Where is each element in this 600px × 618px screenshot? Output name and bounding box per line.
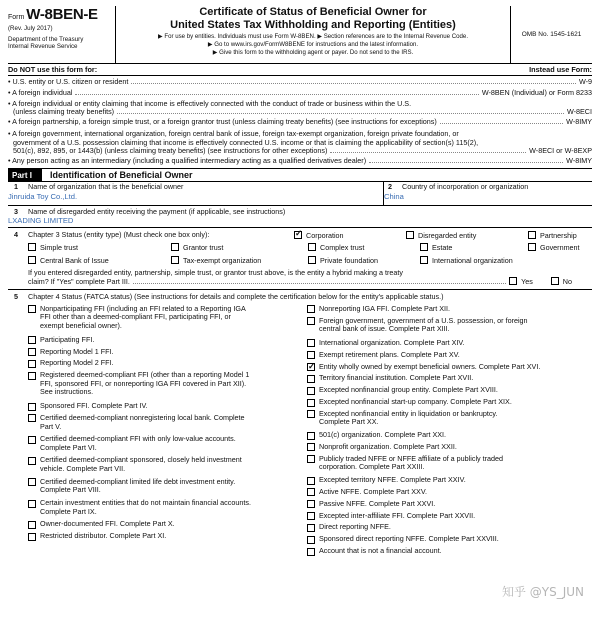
form-title-line2: United States Tax Withholding and Reporting (Entities) (170, 18, 456, 31)
instruction-bullet-3: ▶ Give this form to the withholding agent or payer. Do not send to the IRS. (212, 49, 414, 57)
chapter4-option[interactable]: Nonreporting IGA FFI. Complete Part XII. (307, 305, 582, 314)
chapter4-option[interactable]: Registered deemed-compliant FFI (other than a reporting Model 1 FFI, sponsored FFI, or nonreporting IGA FFI covered in Part XII). See instructions. (28, 371, 303, 397)
form-header (8, 6, 592, 64)
list-item: • A foreign individual W-8BEN (Individual) or Form 8233 (8, 87, 592, 97)
chapter4-option[interactable]: Participating FFI. (28, 336, 303, 345)
no-option[interactable]: No (551, 277, 572, 286)
do-not-use-label: Do NOT use this form for: (8, 65, 98, 74)
chapter3-option[interactable]: ✓ Corporation (294, 231, 406, 240)
checkbox-exempt-owners[interactable] (307, 363, 315, 371)
part-1-header (8, 169, 592, 182)
chapter3-option[interactable]: Central Bank of Issue (28, 256, 171, 265)
part-title: Identification of Beneficial Owner (50, 169, 193, 180)
chapter4-option[interactable]: Nonparticipating FFI (including an FFI related to a Reporting IGA FFI other than a deemed-compliant FFI, participating FFI, or exempt beneficial owner). (28, 305, 303, 331)
chapter3-option[interactable]: Simple trust (28, 243, 171, 252)
checkbox-no[interactable] (551, 277, 559, 285)
chapter3-option[interactable]: International organization (420, 256, 580, 265)
list-item: • Any person acting as an intermediary (including a qualified intermediary acting as a qualified derivatives dealer) W-8IMY (8, 155, 592, 165)
checkbox-corporation[interactable] (294, 231, 302, 239)
list-item: • U.S. entity or U.S. citizen or resident W-9 (8, 77, 592, 87)
organization-name-field[interactable]: Jinruida Toy Co.,Ltd. (8, 192, 78, 202)
do-not-use-header (8, 64, 592, 76)
chapter4-option[interactable]: Excepted nonfinancial start-up company. Complete Part XIX. (307, 398, 582, 407)
list-item: • A foreign individual or entity claiming that income is effectively connected with the conduct of trade or business within the U.S. (unless claiming treaty benefits) W-8ECI (8, 98, 592, 116)
instead-use-label: Instead use Form: (529, 65, 592, 74)
instruction-bullet-2: ▶ Go to www.irs.gov/FormW8BENE for instructions and the latest information. (207, 41, 419, 49)
chapter4-option[interactable]: Nonprofit organization. Complete Part XXII. (307, 443, 582, 452)
hybrid-question-line1: If you entered disregarded entity, partnership, simple trust, or grantor trust above, is the entity a hybrid making a treaty (28, 267, 404, 277)
chapter4-option[interactable]: Active NFFE. Complete Part XXV. (307, 488, 582, 497)
chapter4-option-exempt-owners[interactable]: ✓ Entity wholly owned by exempt beneficial owners. Complete Part XVI. (307, 363, 582, 372)
exclusion-list (8, 76, 592, 169)
form-prefix: Form (8, 14, 25, 21)
form-id-block (8, 6, 116, 63)
yes-option[interactable]: Yes (509, 277, 533, 286)
chapter4-option[interactable]: Reporting Model 2 FFI. (28, 359, 303, 368)
line-3: 3 Name of disregarded entity receiving the payment (if applicable, see instructions) LXADING LIMITED (8, 206, 592, 228)
list-item: • A foreign partnership, a foreign simple trust, or a foreign grantor trust (unless claiming treaty benefits) (see instructions for exceptions) W-8IMY (8, 117, 592, 127)
country-field[interactable]: China (384, 192, 404, 202)
chapter4-option[interactable]: Restricted distributor. Complete Part XI. (28, 532, 303, 541)
chapter4-option[interactable]: Reporting Model 1 FFI. (28, 348, 303, 357)
chapter3-option[interactable]: Tax-exempt organization (171, 256, 308, 265)
agency: Internal Revenue Service (8, 43, 78, 51)
chapter4-option[interactable]: Certified deemed-compliant limited life debt investment entity. Complete Part VIII. (28, 478, 303, 495)
chapter3-option[interactable]: Government (528, 243, 600, 252)
chapter4-option[interactable]: Account that is not a financial account. (307, 547, 582, 556)
line-2: 2 Country of incorporation or organization China (384, 182, 592, 205)
chapter3-option[interactable]: Complex trust (308, 243, 420, 252)
disregarded-entity-field[interactable]: LXADING LIMITED (8, 216, 74, 226)
chapter4-option[interactable]: 501(c) organization. Complete Part XXI. (307, 431, 582, 440)
chapter4-option[interactable]: Excepted inter-affiliate FFI. Complete Part XXVII. (307, 512, 582, 521)
hybrid-question-line2: claim? If "Yes" complete Part III. (28, 277, 130, 287)
chapter3-option[interactable]: Estate (420, 243, 542, 252)
chapter4-left-column (28, 305, 303, 559)
checkbox-yes[interactable] (509, 277, 517, 285)
chapter4-option[interactable]: Passive NFFE. Complete Part XXVI. (307, 500, 582, 509)
chapter4-option[interactable]: Certain investment entities that do not maintain financial accounts. Complete Part IX. (28, 499, 303, 516)
list-item: • A foreign government, international organization, foreign central bank of issue, foreign tax-exempt organization, foreign private foundation, or government of a U.S. possession claiming that income is effectively connected U.S. income or that is claiming the applicability of section(s) 115(2), 501(c), 892, 895, or 1443(b) (unless claiming treaty benefits) (see instructions for other exceptions) W-8ECI or W-8EXP (8, 128, 592, 155)
form-title-line1: Certificate of Status of Beneficial Owner for (199, 6, 427, 18)
chapter4-option[interactable]: Owner-documented FFI. Complete Part X. (28, 520, 303, 529)
chapter4-option[interactable]: International organization. Complete Part XIV. (307, 339, 582, 348)
watermark: 知乎 @YS_JUN (501, 585, 584, 600)
chapter4-option[interactable]: Certified deemed-compliant FFI with only low-value accounts. Complete Part VI. (28, 435, 303, 452)
chapter4-option[interactable]: Sponsored direct reporting NFFE. Complete Part XXVIII. (307, 535, 582, 544)
chapter4-option[interactable]: Sponsored FFI. Complete Part IV. (28, 402, 303, 411)
chapter4-option[interactable]: Publicly traded NFFE or NFFE affiliate of a publicly traded corporation. Complete Part XXIII. (307, 455, 582, 472)
chapter3-option[interactable]: Disregarded entity (406, 231, 528, 240)
line-5: 5 Chapter 4 Status (FATCA status) (See instructions for details and complete the certification below for the entity's applicable status.) Nonparticipating FFI (including an FFI related to a Reporting IGA FFI other than a deemed-compliant FFI, participating FFI, or exempt beneficial owner). Participating FFI. Reporting Model 1 FFI. Reporting Model 2 FFI. Registered deemed-compliant FFI (other than a reporting Model 1 FFI, sponsored FFI, or nonreporting IGA FFI covered in Part XII). See instructions. Sponsored FFI. Complete Part IV. Certified deemed-compliant nonregistering local bank. Complete Part V. Certified deemed-compliant FFI with only low-value accounts. Complete Part VI. Certified deemed-compliant sponsored, closely held investment vehicle. Complete Part VII. Certified deemed-compliant limited life debt investment entity. Complete Part VIII. Certain investment entities that do not maintain financial accounts. Complete Part IX. Owner-documented FFI. Complete Part X. Restricted distributor. Complete Part XI. Nonreporting IGA FFI. Complete Part XII. Foreign government, government of a U.S. possession, or foreign central bank of issue. Complete Part XIII. International organization. Complete Part XIV. Exempt retirement plans. Complete Part XV. ✓ Entity wholly owned by exempt beneficial owners. Complete Part XVI. Territory financial institution. Complete Part XVII. Excepted nonfinancial group entity. Complete Part XVIII. Excepted nonfinancial start-up company. Complete Part XIX. Excepted nonfinancial entity in liquidation or bankruptcy. Complete Part XX. 501(c) organization. Complete Part XXI. Nonprofit organization. Complete Part XXII. Publicly traded NFFE or NFFE affiliate of a publicly traded corporation. Complete Part XXIII. Excepted territory NFFE. Complete Part XXIV. Active NFFE. Complete Part XXV. Passive NFFE. Complete Part XXVI. Excepted inter-affiliate FFI. Complete Part XXVII. Direct reporting NFFE. Sponsored direct reporting NFFE. Complete Part XXVIII. Account that is not a financial account. (8, 290, 592, 558)
form-title-block (116, 6, 510, 63)
line-4: 4 Chapter 3 Status (entity type) (Must check one box only): ✓ Corporation Disregarded entity Partnership Simple trust Grantor trust Complex trust Estate Government Central Bank of Issue Tax-exempt organization Private foundation International organization If you entered disregarded entity, partnership, simple trust, or grantor trust above, is the entity a hybrid making a treaty claim? If "Yes" complete Part III. Yes No (8, 228, 592, 290)
chapter3-option[interactable]: Grantor trust (171, 243, 308, 252)
chapter4-option[interactable]: Certified deemed-compliant nonregistering local bank. Complete Part V. (28, 414, 303, 431)
chapter4-right-column (307, 305, 582, 559)
department: Department of the Treasury (8, 35, 84, 43)
chapter3-option[interactable]: Partnership (528, 231, 600, 240)
revision: (Rev. July 2017) (8, 25, 53, 33)
chapter4-option[interactable]: Exempt retirement plans. Complete Part XV. (307, 351, 582, 360)
chapter3-option[interactable]: Private foundation (308, 256, 420, 265)
chapter4-option[interactable]: Excepted nonfinancial group entity. Complete Part XVIII. (307, 386, 582, 395)
chapter4-option[interactable]: Excepted territory NFFE. Complete Part XXIV. (307, 476, 582, 485)
chapter4-option[interactable]: Excepted nonfinancial entity in liquidation or bankruptcy. Complete Part XX. (307, 410, 582, 427)
line-1-2 (8, 182, 592, 206)
chapter4-option[interactable]: Direct reporting NFFE. (307, 523, 582, 532)
line-1: 1 Name of organization that is the beneficial owner Jinruida Toy Co.,Ltd. (8, 182, 384, 205)
omb-number: OMB No. 1545-1621 (510, 6, 592, 63)
instruction-bullet-1: ▶ For use by entities. Individuals must use Form W-8BEN. ▶ Section references are to the Internal Revenue Code. (157, 33, 469, 41)
chapter4-option[interactable]: Territory financial institution. Complete Part XVII. (307, 374, 582, 383)
chapter4-option[interactable]: Certified deemed-compliant sponsored, closely held investment vehicle. Complete Part VII. (28, 456, 303, 473)
form-name: W-8BEN-E (26, 6, 98, 23)
part-label: Part I (8, 169, 42, 182)
chapter4-option[interactable]: Foreign government, government of a U.S. possession, or foreign central bank of issue. Complete Part XIII. (307, 317, 582, 334)
chapter4-options (14, 305, 592, 559)
